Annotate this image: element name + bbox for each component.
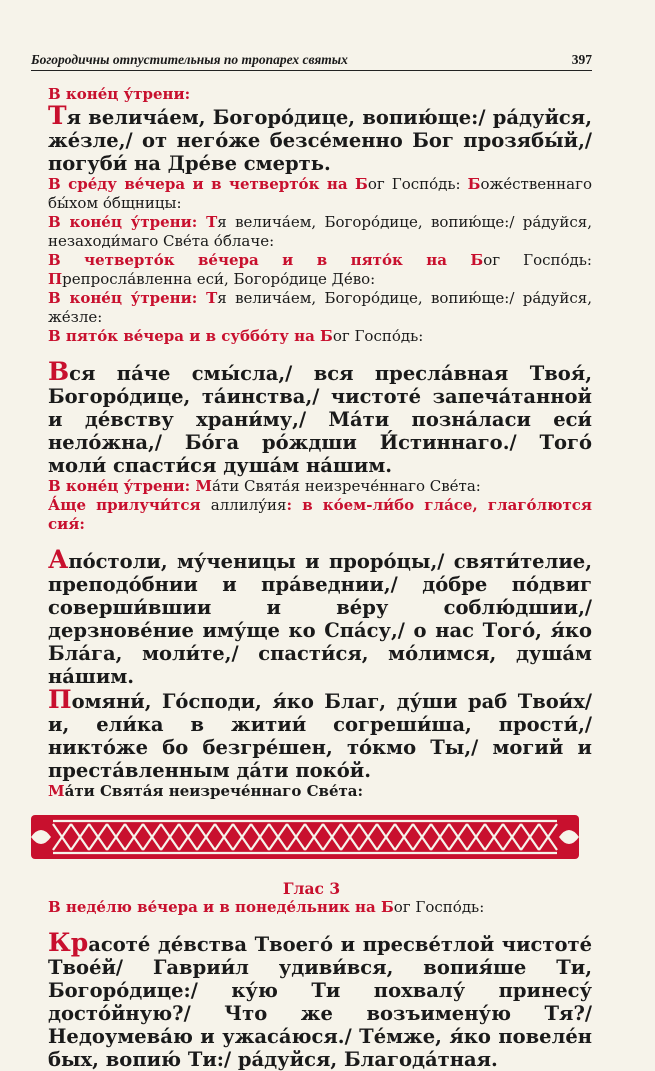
hymn-apostles: Апо́столи, му́ченицы и проро́цы,/ святи́телие, преподо́бнии и пра́веднии,/ до́бре по́двиг соверши́вшии и ве́ру соблю́дшии,/ дерзнове́ние иму́ще ко Спа́су,/ о нас Того́, я́ко Бла́га, моли́те,/ спасти́ся, мо́лимся, душа́м на́шим.	[48, 545, 592, 688]
rubric-wednesday: В сре́ду ве́чера и в четверто́к на Бог Госпо́дь: Боже́ственнаго бы́хом о́бщницы:	[48, 175, 593, 212]
rubric-sunday: В неде́лю ве́чера и в понеде́льник на Бог Госпо́дь:	[48, 898, 485, 916]
hymn-remember: Помяни́, Го́споди, я́ко Благ, ду́ши раб Твои́х/ и, ели́ка в житии́ согреши́ша, прости́,/ никто́же бо безгре́шен, то́кмо Ты,/ могий и преста́вленным да́ти поко́й.	[48, 685, 592, 782]
verse-end-of-matins-1: В коне́ц у́трени: Тя велича́ем, Богоро́дице, вопию́ще:/ ра́дуйся, незаходи́маго Све́та о́блаче:	[48, 213, 592, 250]
rubric-alleluia: А́ще прилучи́тся аллилу́ия: в ко́ем-ли́бо гла́се, глаго́лются сия́:	[48, 496, 593, 533]
running-title: Богородичны отпустительныя по тропарех святых	[31, 52, 348, 67]
rubric-thursday: В четверто́к ве́чера и в пято́к на Бог Госпо́дь: Препросла́вленна еси́, Богоро́дице Де́во:	[48, 251, 592, 288]
theotokion-paragraph-2: Вся па́че смы́сла,/ вся пресла́вная Твоя́, Богоро́дице, та́инства,/ чистоте́ запеча́танной и де́вству храни́му,/ Ма́ти позна́ласи еси́ нело́жна,/ Бо́га ро́ждши И́стиннаго./ Того́ моли́ спасти́ся душа́м на́шим.	[48, 357, 592, 477]
running-header	[31, 52, 592, 71]
rubric-friday: В пято́к ве́чера и в суббо́ту на Бог Госпо́дь:	[48, 327, 424, 345]
verse-end-of-matins-3: В коне́ц у́трени: Ма́ти Свята́я неизрече́ннаго Све́та:	[48, 477, 481, 495]
book-page	[31, 52, 592, 1071]
verse-end-of-matins-2: В коне́ц у́трени: Тя велича́ем, Богоро́дице, вопию́ще:/ ра́дуйся, же́зле:	[48, 289, 592, 326]
verse-mother-holy: Ма́ти Свята́я неизрече́ннаго Све́та:	[48, 782, 364, 800]
tone-heading: Глас 3	[282, 879, 341, 898]
drop-initial: Т	[48, 101, 67, 130]
theotokion-paragraph-3: Красоте́ де́вства Твоего́ и пресве́тлой чистоте́ Твое́й/ Гаврии́л удиви́вся, вопия́ше Ти, Богоро́дице:/ ку́ю Ти похвалу́ принесу́ досто́йную?/ Что же возъимену́ю Тя?/ Недоумева́ю и ужаса́юся./ Те́мже, я́ко повеле́н бых, вопию́ Ти:/ ра́дуйся, Благода́тная.	[48, 928, 592, 1071]
interlace-band-ornament	[31, 815, 579, 859]
theotokion-paragraph-1: Тя велича́ем, Богоро́дице, вопию́ще:/ ра́дуйся, же́зле,/ от него́же безсе́менно Бог прозябы́й,/ погуби́ на Дре́ве смерть.	[48, 101, 592, 175]
page-number: 397	[571, 52, 592, 67]
rubric-end-of-matins: В коне́ц у́трени:	[48, 85, 191, 103]
